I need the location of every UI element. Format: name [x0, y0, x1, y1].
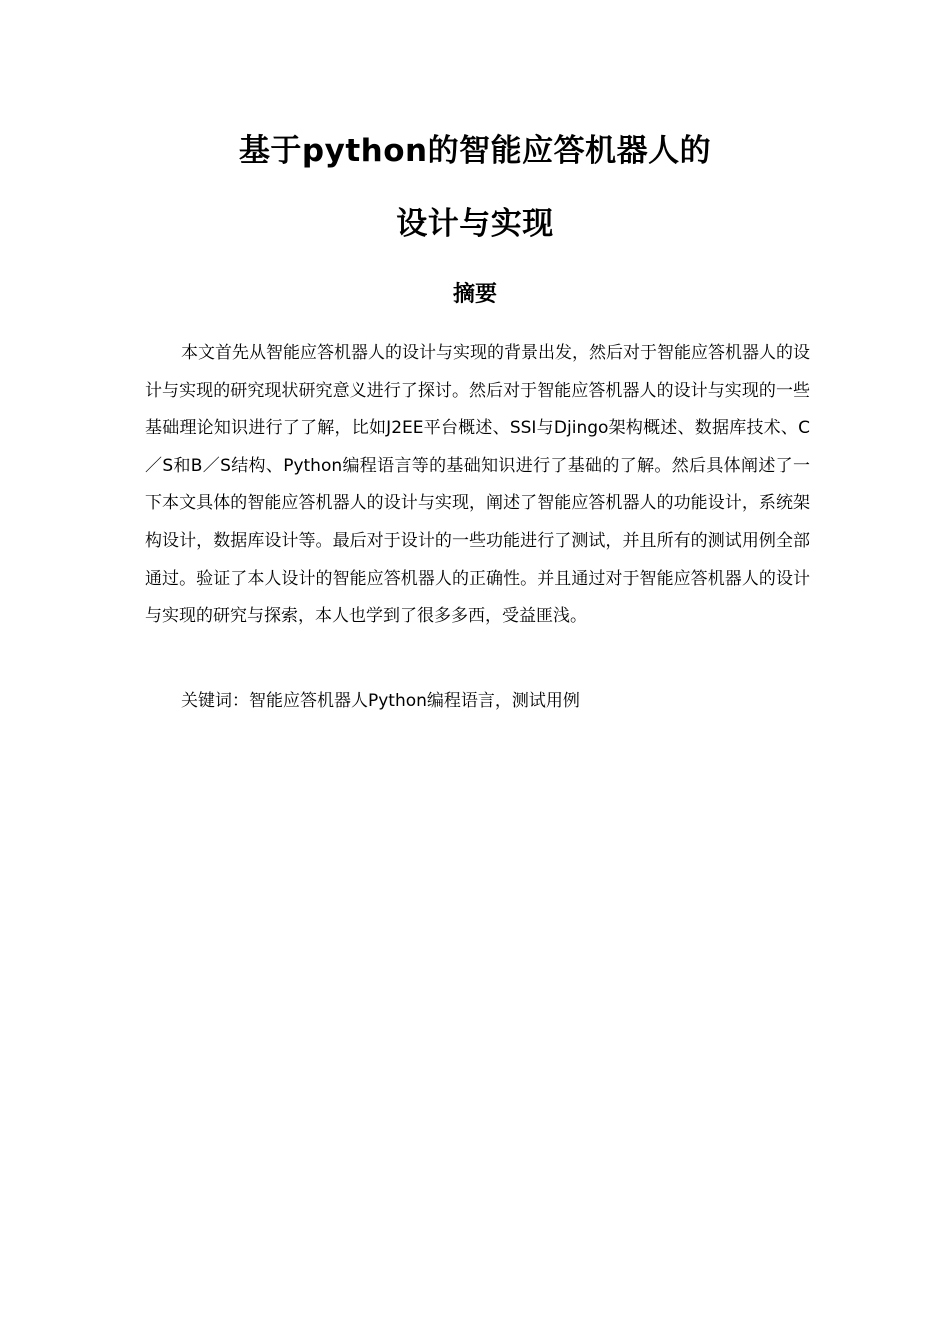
document-title-line-1: 基于python的智能应答机器人的: [238, 133, 712, 169]
abstract-paragraph: 本文首先从智能应答机器人的设计与实现的背景出发，然后对于智能应答机器人的设计与实现的研究现状研究意义进行了探讨。然后对于智能应答机器人的设计与实现的一些基础理论知识进行了了解，比如J2EE平台概述、SSI与Djingo架构概述、数据库技术、C／S和B／S结构、Python编程语言等的基础知识进行了基础的了解。然后具体阐述了一下本文具体的智能应答机器人的设计与实现，阐述了智能应答机器人的功能设计，系统架构设计，数据库设计等。最后对于设计的一些功能进行了测试，并且所有的测试用例全部通过。验证了本人设计的智能应答机器人的正确性。并且通过对于智能应答机器人的设计与实现的研究与探索，本人也学到了很多多西，受益匪浅。: [145, 343, 810, 627]
keywords-paragraph: 关键词：智能应答机器人Python编程语言，测试用例: [181, 691, 580, 711]
document-title-line-2: 设计与实现: [396, 206, 554, 242]
abstract-heading: 摘要: [452, 282, 497, 307]
